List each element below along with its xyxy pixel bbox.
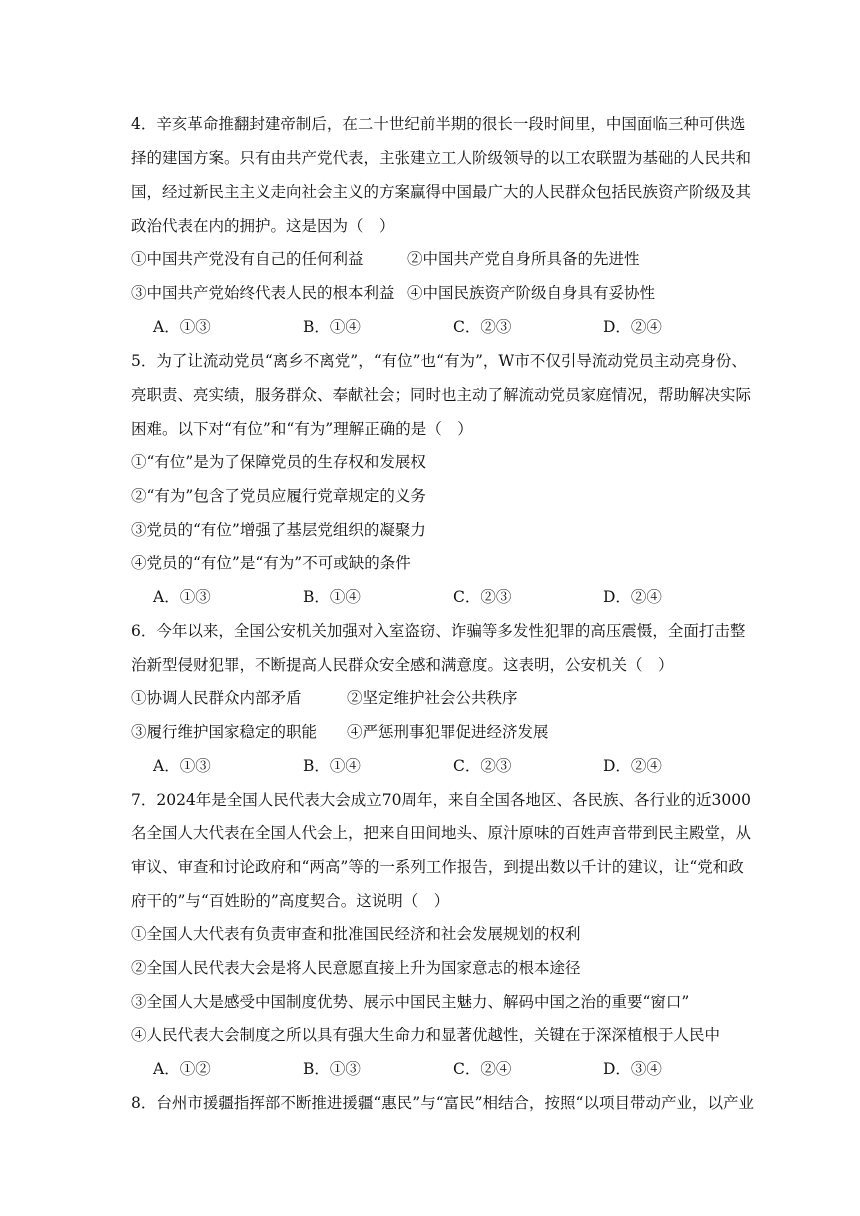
option-d: D．②④ [603,588,662,606]
statement: ②“有为”包含了党员应履行党章规定的义务 [131,487,426,505]
statement: ①全国人大代表有负责审查和批准国民经济和社会发展规划的权利 [131,925,581,943]
statement-row [131,283,741,303]
statement: ②全国人民代表大会是将人民意愿直接上升为国家意志的根本途径 [131,959,581,977]
question-stem-line: 治新型侵财犯罪，不断提高人民群众安全感和满意度。这表明，公安机关（ ） [131,656,674,674]
statement-row [131,249,741,269]
question-stem-line: 名全国人大代表在全国人代会上，把来自田间地头、原汁原味的百姓声音带到民主殿堂，从 [131,824,752,842]
option-a: A．①③ [153,757,211,775]
question-stem-line: 府干的”与“百姓盼的”高度契合。这说明（ ） [131,892,450,910]
question-stem-line: 7．2024年是全国人民代表大会成立70周年，来自全国各地区、各民族、各行业的近3000 [131,791,751,809]
question-stem-line: 4．辛亥革命推翻封建帝制后，在二十世纪前半期的很长一段时间里，中国面临三种可供选 [131,115,746,133]
option-a: A．①② [153,1060,211,1078]
option-c: C．②④ [453,1060,512,1078]
statement: ③中国共产党始终代表人民的根本利益 [131,284,395,302]
option-d: D．②④ [603,318,662,336]
question-stem-line: 8．台州市援疆指挥部不断推进援疆“惠民”与“富民”相结合，按照“以项目带动产业，以产业 [131,1094,754,1112]
option-d: D．②④ [603,757,662,775]
option-a: A．①③ [153,318,211,336]
option-d: D．③④ [603,1060,662,1078]
statement: ④中国民族资产阶级自身具有妥协性 [407,284,656,302]
statement: ①“有位”是为了保障党员的生存权和发展权 [131,453,426,471]
answer-options [153,756,763,776]
answer-options [153,587,763,607]
statement: ①协调人民群众内部矛盾 [131,689,302,707]
statement: ④党员的“有位”是“有为”不可或缺的条件 [131,554,411,572]
statement: ②坚定维护社会公共秩序 [347,689,518,707]
question-stem-line: 6．今年以来，全国公安机关加强对入室盗窃、诈骗等多发性犯罪的高压震慑，全面打击整 [131,622,746,640]
question-stem-line: 困难。以下对“有位”和“有为”理解正确的是（ ） [131,420,473,438]
statement-row [131,722,741,742]
statement: ①中国共产党没有自己的任何利益 [131,250,364,268]
statement: ②中国共产党自身所具备的先进性 [407,250,640,268]
statement: ④严惩刑事犯罪促进经济发展 [347,723,549,741]
option-a: A．①③ [153,588,211,606]
option-b: B．①④ [303,757,361,775]
question-stem-line: 亮职责、亮实绩，服务群众、奉献社会；同时也主动了解流动党员家庭情况，帮助解决实际 [131,386,752,404]
option-c: C．②③ [453,318,512,336]
option-b: B．①④ [303,588,361,606]
answer-options [153,1059,763,1079]
answer-options [153,317,763,337]
option-b: B．①③ [303,1060,361,1078]
question-stem-line: 5．为了让流动党员“离乡不离党”，“有位”也“有为”，W市不仅引导流动党员主动亮身份、 [131,352,747,370]
statement-row [131,688,741,708]
question-stem-line: 择的建国方案。只有由共产党代表，主张建立工人阶级领导的以工农联盟为基础的人民共和 [131,149,752,167]
question-stem-line: 国，经过新民主主义走向社会主义的方案赢得中国最广大的人民群众包括民族资产阶级及其 [131,183,752,201]
statement: ④人民代表大会制度之所以具有强大生命力和显著优越性，关键在于深深植根于人民中 [131,1026,721,1044]
option-c: C．②③ [453,757,512,775]
option-b: B．①④ [303,318,361,336]
question-stem-line: 审议、审查和讨论政府和“两高”等的一系列工作报告，到提出数以千计的建议，让“党和政 [131,858,744,876]
statement: ③全国人大是感受中国制度优势、展示中国民主魅力、解码中国之治的重要“窗口” [131,993,690,1011]
option-c: C．②③ [453,588,512,606]
statement: ③履行维护国家稳定的职能 [131,723,318,741]
statement: ③党员的“有位”增强了基层党组织的凝聚力 [131,521,426,539]
question-stem-line: 政治代表在内的拥护。这是因为（ ） [131,217,395,235]
